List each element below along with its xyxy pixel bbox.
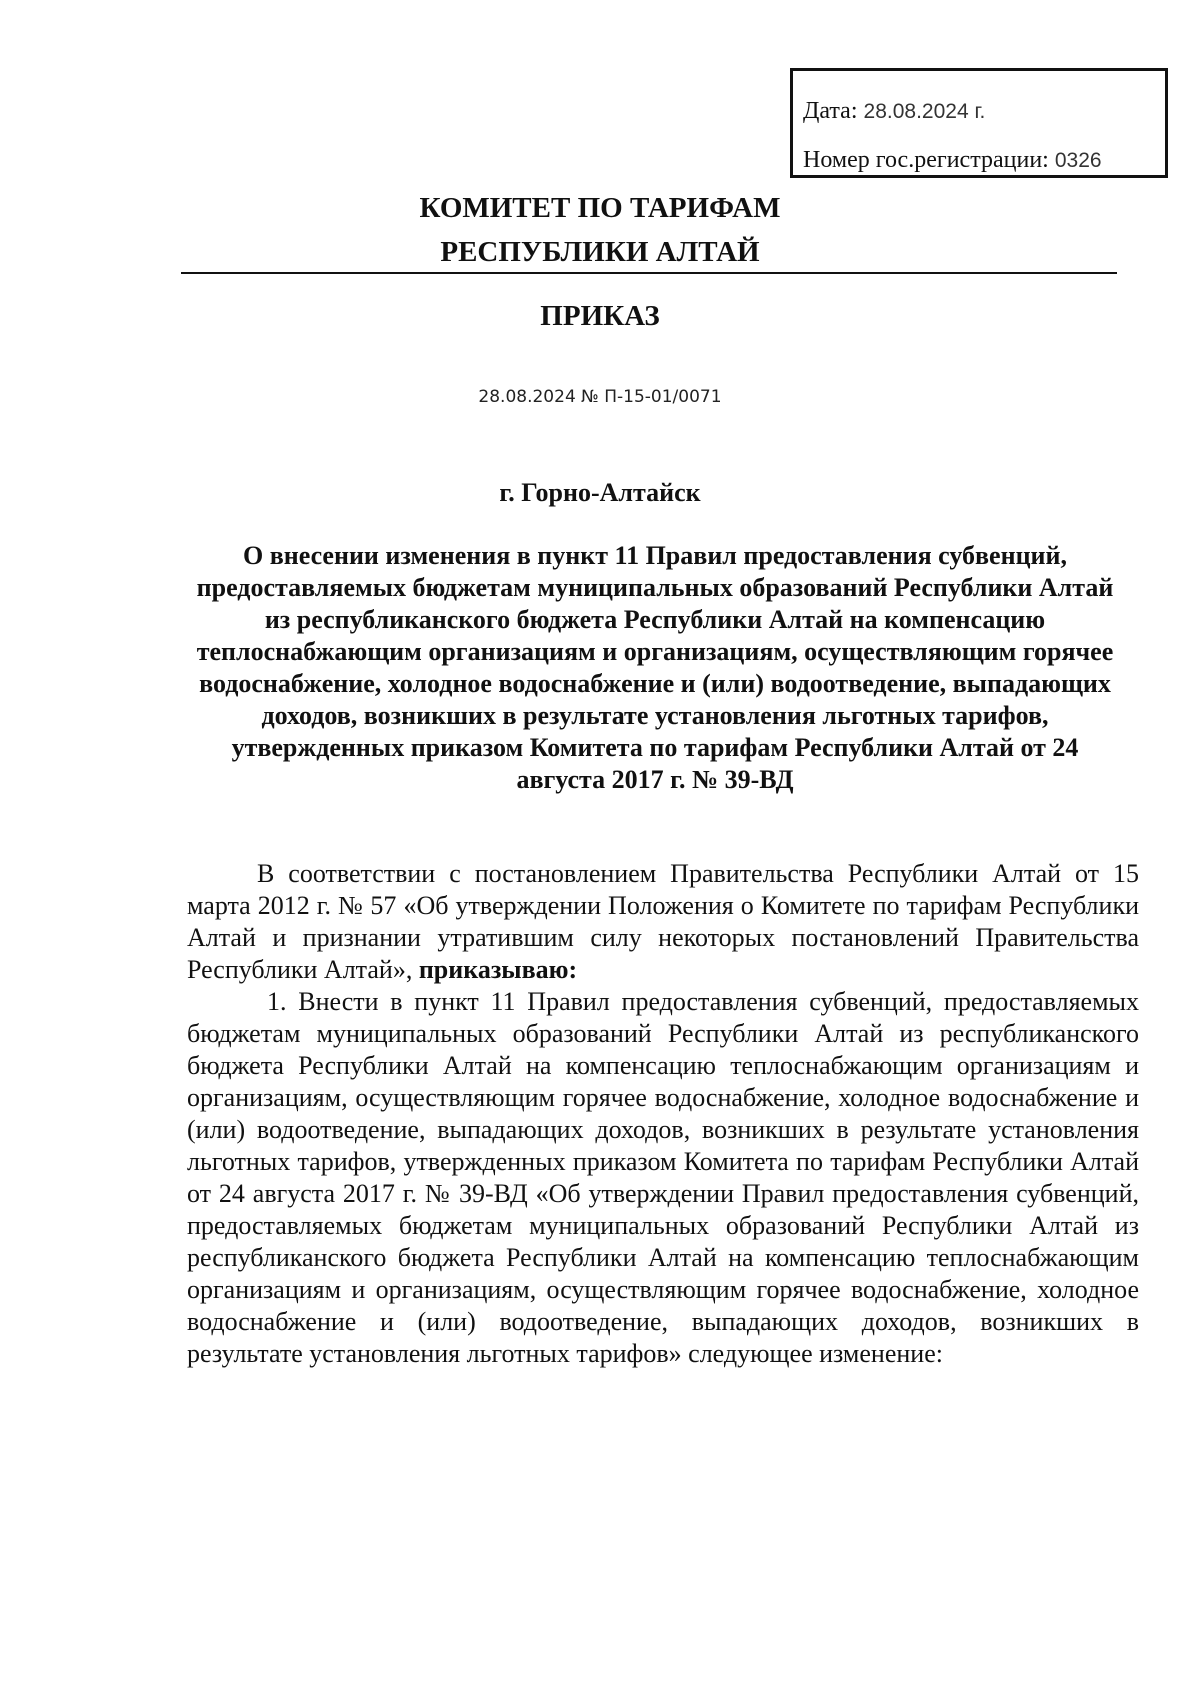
city: г. Горно-Алтайск <box>499 478 701 507</box>
document-title: О внесении изменения в пункт 11 Правил предоставления субвенций, предоставляемых бюджетам муниципальных образований Республики Алтай из республиканского бюджета Республики Алтай на компенсацию теплоснабжающим организациям и организациям, осуществляющим горячее водоснабжение, холодное водоснабжение и (или) водоотведение, выпадающих доходов, возникших в результате установления льготных тарифов, утвержденных приказом Комитета по тарифам Республики Алтай от 24 августа 2017 г. № 39-ВД <box>196 541 1114 794</box>
registration-number <box>803 136 1165 185</box>
reg-value: 0326 <box>1054 149 1102 172</box>
committee-name-line2: РЕСПУБЛИКИ АЛТАЙ <box>440 236 760 268</box>
header-divider <box>181 272 1117 274</box>
preamble-paragraph <box>187 858 1139 986</box>
document-body <box>187 858 1139 1370</box>
doc-type-heading: ПРИКАЗ <box>540 300 660 332</box>
committee-name-line1: КОМИТЕТ ПО ТАРИФАМ <box>419 192 781 224</box>
reg-label: Номер гос.регистрации: <box>803 147 1049 173</box>
preamble-command: приказываю: <box>418 955 578 984</box>
registration-box <box>790 68 1168 178</box>
registration-date <box>803 87 1165 136</box>
order-number: 28.08.2024 № П-15-01/0071 <box>478 387 722 407</box>
date-value: 28.08.2024 г. <box>863 100 986 123</box>
preamble-text: В соответствии с постановлением Правительства Республики Алтай от 15 марта 2012 г. № 57 «Об утверждении Положения о Комитете по тарифам Республики Алтай и признании утратившим силу некоторых постановлений Правительства Республики Алтай», <box>187 859 1139 984</box>
item-1-paragraph: 1. Внести в пункт 11 Правил предоставления субвенций, предоставляемых бюджетам муниципальных образований Республики Алтай из республиканского бюджета Республики Алтай на компенсацию теплоснабжающим организациям и организациям, осуществляющим горячее водоснабжение, холодное водоснабжение и (или) водоотведение, выпадающих доходов, возникших в результате установления льготных тарифов, утвержденных приказом Комитета по тарифам Республики Алтай от 24 августа 2017 г. № 39-ВД «Об утверждении Правил предоставления субвенций, предоставляемых бюджетам муниципальных образований Республики Алтай из республиканского бюджета Республики Алтай на компенсацию теплоснабжающим организациям и организациям, осуществляющим горячее водоснабжение, холодное водоснабжение и (или) водоотведение, выпадающих доходов, возникших в результате установления льготных тарифов» следующее изменение: <box>187 987 1139 1368</box>
date-label: Дата: <box>803 98 858 124</box>
